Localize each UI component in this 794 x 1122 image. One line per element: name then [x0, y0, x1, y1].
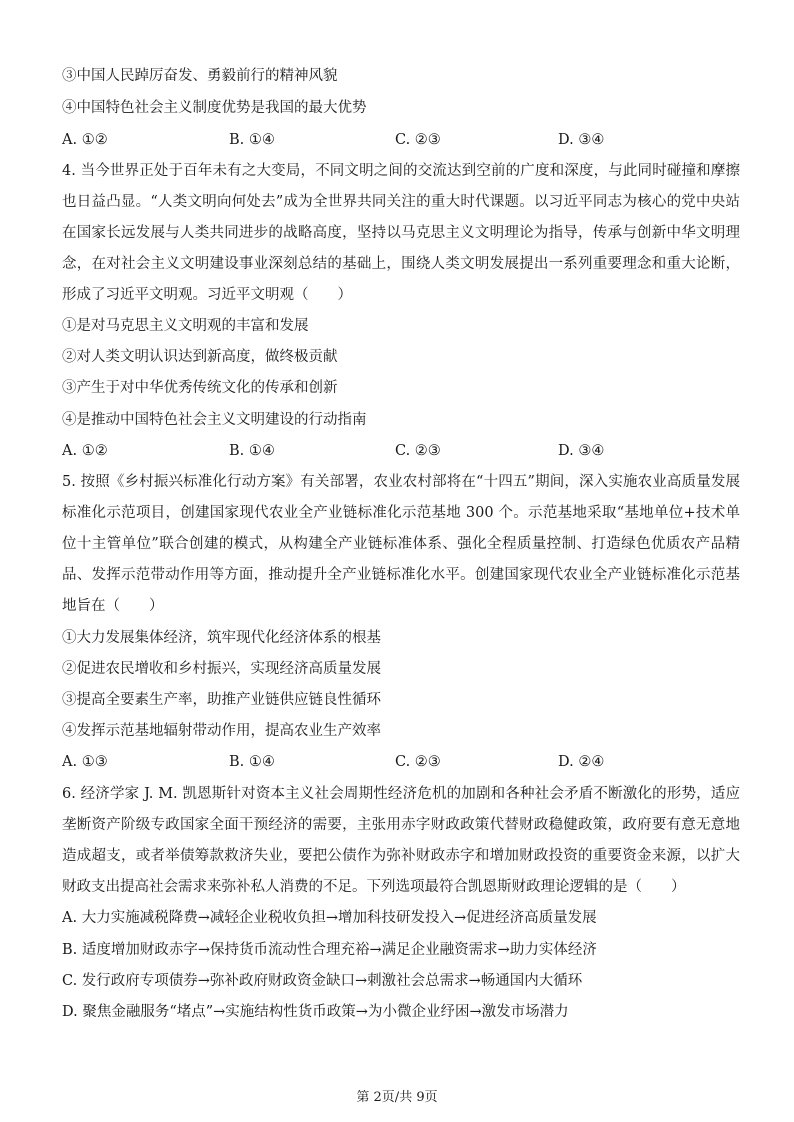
- q6-option-b[interactable]: B. 适度增加财政赤字→保持货币流动性合理充裕→满足企业融资需求→助力实体经济: [62, 942, 597, 958]
- q4-option-b[interactable]: B. ①④: [229, 443, 275, 459]
- page-number: 第 2页/共 9页: [356, 1090, 438, 1105]
- q6-option-a[interactable]: A. 大力实施减税降费→减轻企业税收负担→增加科技研发投入→促进经济高质量发展: [62, 910, 597, 926]
- q4-item-4: ④是推动中国特色社会主义文明建设的行动指南: [62, 412, 367, 428]
- q3-option-c[interactable]: C. ②③: [395, 132, 441, 148]
- q5-option-d[interactable]: D. ②④: [558, 754, 605, 770]
- q5-item-4: ④发挥示范基地辐射带动作用，提高农业生产效率: [62, 723, 381, 739]
- q3-item-3: ③中国人民踔厉奋发、勇毅前行的精神风貌: [62, 68, 338, 84]
- q6-stem: 6. 经济学家 J. M. 凯恩斯针对资本主义社会周期性经济危机的加剧和各种社会矛盾不断激化的形势，适应垄断资产阶级专政国家全面干预经济的需要，主张用赤字财政政策代替财政稳健政策，政府要有意无意地造成超支，或者举债筹款救济失业，要把公债作为弥补财政赤字和增加财政投资的重要资金来源，以扩大财政支出提高社会需求来弥补私人消费的不足。下列选项最符合凯恩斯财政理论逻辑的是（ ）: [62, 786, 740, 895]
- q4-stem: 4. 当今世界正处于百年未有之大变局，不同文明之间的交流达到空前的广度和深度，与此同时碰撞和摩擦也日益凸显。“人类文明向何处去”成为全世界共同关注的重大时代课题。以习近平同志为核心的党中央站在国家长远发展与人类共同进步的战略高度，坚持以马克思主义文明理论为指导，传承与创新中华文明理念，在对社会主义文明建设事业深刻总结的基础上，围绕人类文明发展提出一系列重要理念和重大论断，形成了习近平文明观。习近平文明观（ ）: [62, 163, 740, 303]
- q3-item-4: ④中国特色社会主义制度优势是我国的最大优势: [62, 100, 367, 116]
- q4-item-3: ③产生于对中华优秀传统文化的传承和创新: [62, 380, 338, 396]
- q5-item-1: ①大力发展集体经济，筑牢现代化经济体系的根基: [62, 630, 381, 646]
- q3-option-b[interactable]: B. ①④: [229, 132, 275, 148]
- q5-stem: 5. 按照《乡村振兴标准化行动方案》有关部署，农业农村部将在“十四五”期间，深入实施农业高质量发展标准化示范项目，创建国家现代农业全产业链标准化示范基地 300 个。示范基地采取“基地单位+技术单位十主管单位”联合创建的模式，从构建全产业链标准体系、强化全程质量控制、打造绿色优质农产品精品、发挥示范带动作用等方面，推动提升全产业链标准化水平。创建国家现代农业全产业链标准化示范基地旨在（ ）: [62, 474, 740, 614]
- q5-option-a[interactable]: A. ①③: [62, 754, 108, 770]
- q5-item-2: ②促进农民增收和乡村振兴，实现经济高质量发展: [62, 661, 381, 677]
- q4-options: [62, 441, 742, 461]
- q5-item-3: ③提高全要素生产率，助推产业链供应链良性循环: [62, 692, 381, 708]
- q4-option-d[interactable]: D. ③④: [558, 443, 605, 459]
- q4-item-2: ②对人类文明认识达到新高度，做终极贡献: [62, 349, 338, 365]
- q5-options: [62, 752, 742, 772]
- q4-option-a[interactable]: A. ①②: [62, 443, 108, 459]
- q5-option-b[interactable]: B. ①④: [229, 754, 275, 770]
- q4-option-c[interactable]: C. ②③: [395, 443, 441, 459]
- q3-option-d[interactable]: D. ③④: [558, 132, 605, 148]
- q5-option-c[interactable]: C. ②③: [395, 754, 441, 770]
- q4-item-1: ①是对马克思主义文明观的丰富和发展: [62, 318, 309, 334]
- q3-option-a[interactable]: A. ①②: [62, 132, 108, 148]
- q6-option-d[interactable]: D. 聚焦金融服务“堵点”→实施结构性货币政策→为小微企业纾困→激发市场潜力: [62, 1004, 569, 1020]
- q3-options: [62, 130, 742, 150]
- q6-option-c[interactable]: C. 发行政府专项债券→弥补政府财政资金缺口→刺激社会总需求→畅通国内大循环: [62, 973, 583, 989]
